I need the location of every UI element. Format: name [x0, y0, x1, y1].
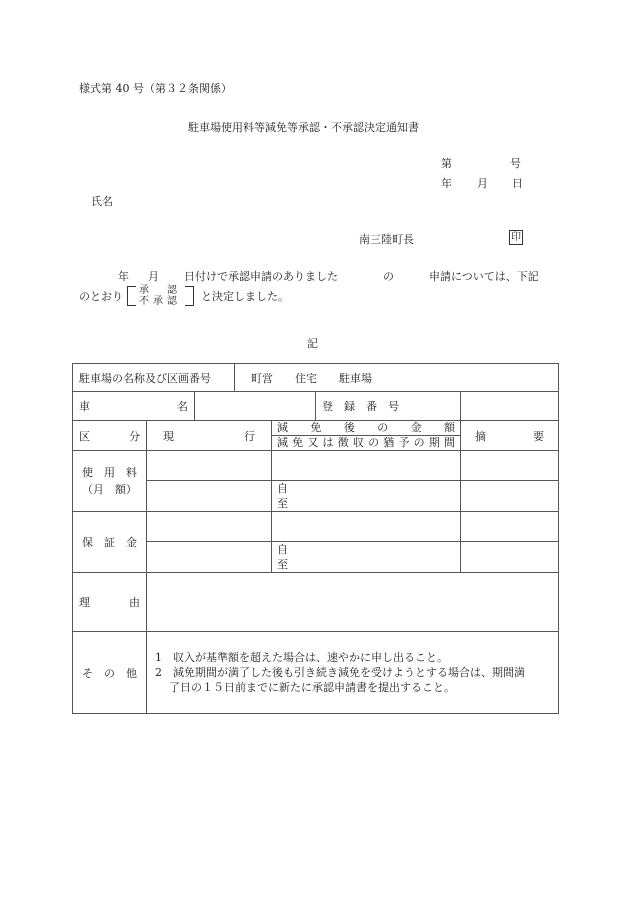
car-label-1: 車	[79, 400, 90, 413]
usage-fee-current[interactable]	[147, 451, 272, 481]
other-notes	[147, 632, 559, 714]
current-label-cell	[147, 421, 272, 451]
to-label: 至	[277, 497, 289, 510]
category-label-cell	[73, 421, 147, 451]
form-number: 様式第 40 号（第３２条関係）	[79, 82, 232, 95]
deposit-current[interactable]	[147, 512, 272, 542]
issuer-name: 南三陸町長	[359, 233, 414, 246]
decision-line	[79, 285, 289, 307]
car-name-label-cell	[73, 392, 195, 421]
category-label-1: 区	[79, 429, 90, 443]
usage-fee-remarks-2[interactable]	[461, 481, 559, 512]
body-text-1: 日付けで承認申請のありました	[184, 270, 338, 283]
parking-name-value: 町営 住宅 駐車場	[235, 364, 559, 392]
deposit-period[interactable]	[272, 542, 461, 573]
other-note-2: 2 減免期間が満了した後も引き続き減免を受けようとする場合は、期間満	[155, 666, 525, 679]
usage-fee-label: 使 用 料	[82, 466, 137, 479]
deposit-remarks-2[interactable]	[461, 542, 559, 573]
body-text-1-tail: 申請については、下記	[429, 270, 539, 283]
reason-label-1: 理	[79, 596, 90, 609]
current-label-1: 現	[163, 429, 174, 443]
reason-label-cell	[73, 573, 147, 632]
category-label-2: 分	[129, 429, 140, 443]
reduced-period-label: 減免又は徴収の猶予の期間	[272, 436, 461, 451]
registration-label: 登 録 番 号	[316, 392, 461, 421]
usage-fee-reduced-amount[interactable]	[272, 451, 461, 481]
usage-fee-label-cell	[73, 451, 147, 512]
ki-heading: 記	[307, 337, 318, 350]
details-table	[72, 363, 559, 714]
body-no: の	[383, 270, 394, 283]
car-name-value[interactable]	[195, 392, 316, 421]
to-label: 至	[277, 558, 289, 571]
seal-mark: 印	[511, 232, 521, 243]
body-text-2-head: のとおり	[79, 290, 123, 303]
deposit-reduced-amount[interactable]	[272, 512, 461, 542]
decision-options	[139, 285, 181, 307]
other-note-1: 1 収入が基準額を超えた場合は、速やかに申し出ること。	[155, 651, 448, 664]
usage-fee-period[interactable]	[272, 481, 461, 512]
doc-number-suffix: 号	[510, 157, 521, 170]
current-label-2: 行	[244, 429, 256, 443]
bracket-right	[185, 286, 194, 306]
remarks-label-2: 要	[533, 429, 545, 443]
doc-number-prefix: 第	[441, 157, 452, 170]
other-note-3: 了日の１５日前までに新たに承認申請書を提出すること。	[169, 681, 455, 694]
option-approve: 承 認	[139, 285, 181, 296]
date-year: 年	[441, 177, 452, 190]
addressee-label: 氏名	[91, 195, 113, 208]
date-month: 月	[477, 177, 488, 190]
date-day: 日	[512, 177, 523, 190]
usage-fee-sub: （月 額）	[82, 483, 137, 496]
deposit-remarks[interactable]	[461, 512, 559, 542]
usage-fee-current-2[interactable]	[147, 481, 272, 512]
car-label-2: 名	[177, 400, 188, 413]
registration-value[interactable]	[461, 392, 559, 421]
bracket-left	[127, 286, 136, 306]
deposit-current-2[interactable]	[147, 542, 272, 573]
reduced-amount-label: 減免後の金額	[272, 421, 461, 436]
remarks-label-1: 摘	[475, 429, 487, 443]
reason-value[interactable]	[147, 573, 559, 632]
reason-label-2: 由	[129, 596, 140, 609]
other-label: そ の 他	[73, 632, 147, 714]
body-year: 年	[118, 270, 129, 283]
from-label: 自	[277, 543, 289, 556]
remarks-label-cell	[461, 421, 559, 451]
option-disapprove: 不承認	[139, 296, 181, 307]
document-title: 駐車場使用料等減免等承認・不承認決定通知書	[188, 121, 419, 134]
usage-fee-remarks[interactable]	[461, 451, 559, 481]
body-month: 月	[148, 270, 159, 283]
from-label: 自	[277, 482, 289, 495]
body-text-2-tail: と決定しました。	[201, 290, 289, 303]
parking-name-label: 駐車場の名称及び区画番号	[73, 364, 235, 392]
deposit-label: 保 証 金	[73, 512, 147, 573]
